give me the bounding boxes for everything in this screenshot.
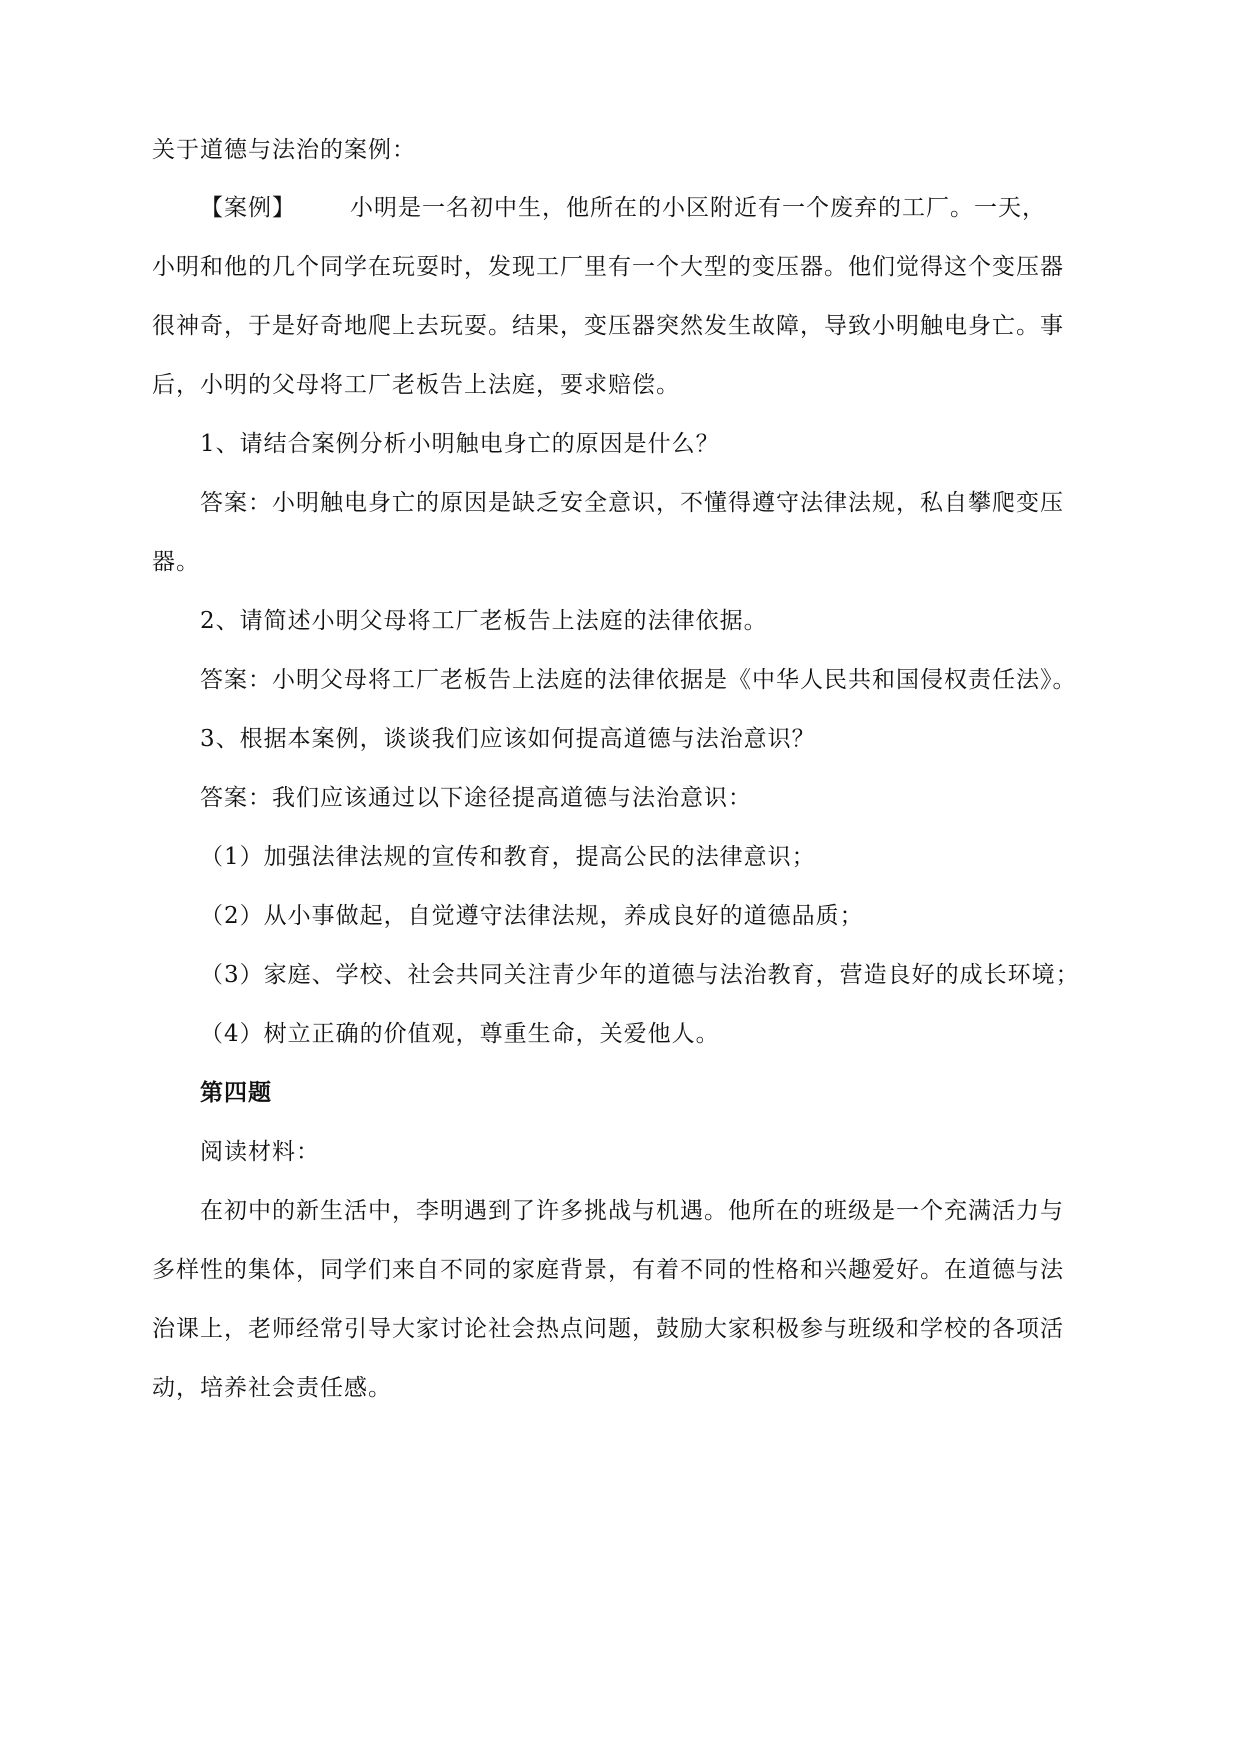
case-first-line	[200, 192, 1092, 224]
case-text-line-1: 小明是一名初中生，他所在的小区附近有一个废弃的工厂。一天，	[350, 195, 1046, 221]
answer-3-item: （4）树立正确的价值观，尊重生命，关爱他人。	[200, 1021, 720, 1047]
reading-label: 阅读材料：	[200, 1139, 320, 1165]
reading-line-3: 治课上，老师经常引导大家讨论社会热点问题，鼓励大家积极参与班级和学校的各项活	[152, 1316, 1064, 1342]
reading-line-2: 多样性的集体，同学们来自不同的家庭背景，有着不同的性格和兴趣爱好。在道德与法	[152, 1257, 1064, 1283]
answer-3-item: （1）加强法律法规的宣传和教育，提高公民的法律意识；	[200, 844, 816, 870]
answer-1-line-2: 器。	[152, 549, 200, 575]
case-label: 【案例】	[200, 195, 296, 221]
case-text-line-2: 小明和他的几个同学在玩耍时，发现工厂里有一个大型的变压器。他们觉得这个变压器	[152, 254, 1064, 280]
question-1: 1、请结合案例分析小明触电身亡的原因是什么？	[200, 431, 720, 457]
answer-2: 答案：小明父母将工厂老板告上法庭的法律依据是《中华人民共和国侵权责任法》。	[200, 667, 1077, 693]
document-heading: 关于道德与法治的案例：	[152, 137, 416, 163]
answer-3-intro: 答案：我们应该通过以下途径提高道德与法治意识：	[200, 785, 752, 811]
reading-line-1: 在初中的新生活中，李明遇到了许多挑战与机遇。他所在的班级是一个充满活力与	[200, 1198, 1064, 1224]
reading-line-4: 动，培养社会责任感。	[152, 1375, 392, 1401]
question-2: 2、请简述小明父母将工厂老板告上法庭的法律依据。	[200, 608, 768, 634]
section-4-title: 第四题	[200, 1080, 272, 1106]
case-text-line-3: 很神奇，于是好奇地爬上去玩耍。结果，变压器突然发生故障，导致小明触电身亡。事	[152, 313, 1064, 339]
answer-3-item: （2）从小事做起，自觉遵守法律法规，养成良好的道德品质；	[200, 903, 864, 929]
question-3: 3、根据本案例，谈谈我们应该如何提高道德与法治意识？	[200, 726, 816, 752]
case-text-line-4: 后，小明的父母将工厂老板告上法庭，要求赔偿。	[152, 372, 680, 398]
answer-3-item: （3）家庭、学校、社会共同关注青少年的道德与法治教育，营造良好的成长环境；	[200, 962, 1080, 988]
answer-1-line-1: 答案：小明触电身亡的原因是缺乏安全意识，不懂得遵守法律法规，私自攀爬变压	[200, 490, 1064, 516]
